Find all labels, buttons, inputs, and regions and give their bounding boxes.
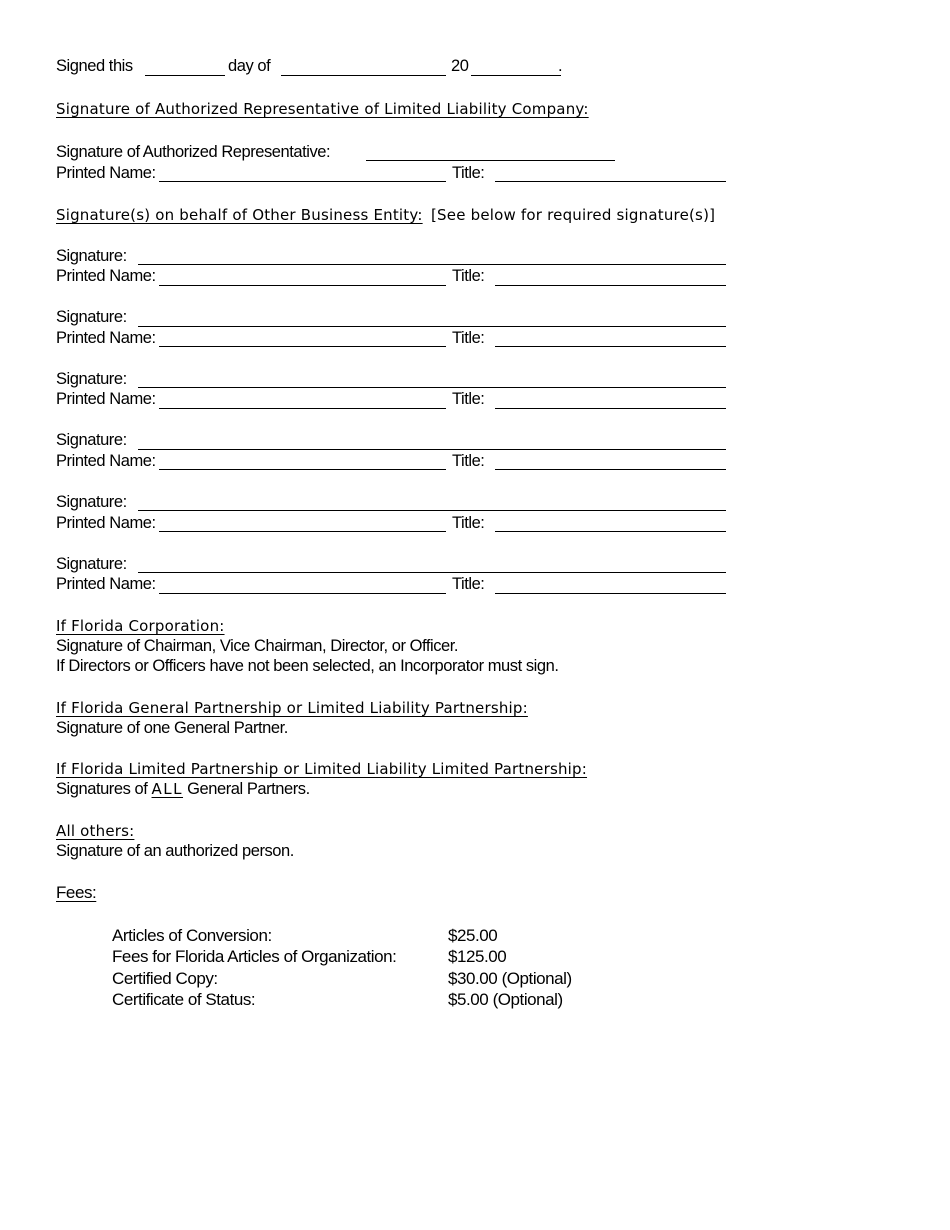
rep-title-label: Title:: [452, 164, 485, 182]
title-label: Title:: [452, 452, 485, 470]
fee-amount: $125.00: [448, 947, 507, 966]
signed-period: .: [558, 57, 563, 75]
title-field[interactable]: [495, 408, 726, 409]
rep-printed-name-field[interactable]: [159, 181, 446, 182]
signature-label: Signature:: [56, 247, 127, 265]
fees-heading: Fees:: [56, 883, 97, 902]
printed-name-label: Printed Name:: [56, 390, 156, 408]
rep-title-field[interactable]: [495, 181, 726, 182]
printed-name-label: Printed Name:: [56, 329, 156, 347]
rep-signature-label: Signature of Authorized Representative:: [56, 143, 331, 161]
printed-name-field[interactable]: [159, 531, 446, 532]
corp-line-1: Signature of Chairman, Vice Chairman, Director, or Officer.: [56, 637, 459, 655]
others-line: Signature of an authorized person.: [56, 842, 294, 860]
signature-field[interactable]: [138, 449, 726, 450]
signature-label: Signature:: [56, 555, 127, 573]
signature-field[interactable]: [138, 510, 726, 511]
signature-label: Signature:: [56, 431, 127, 449]
signature-label: Signature:: [56, 308, 127, 326]
title-label: Title:: [452, 329, 485, 347]
printed-name-label: Printed Name:: [56, 575, 156, 593]
day-of-label: day of: [228, 57, 271, 75]
signed-this-label: Signed this: [56, 57, 133, 75]
title-label: Title:: [452, 267, 485, 285]
rep-signature-field[interactable]: [366, 160, 615, 161]
fee-label: Certified Copy:: [112, 969, 218, 988]
title-field[interactable]: [495, 531, 726, 532]
lp-suffix: General Partners.: [187, 780, 310, 798]
year-field[interactable]: [471, 75, 561, 76]
signature-field[interactable]: [138, 572, 726, 573]
gp-line: Signature of one General Partner.: [56, 719, 288, 737]
other-entity-note: [See below for required signature(s)]: [431, 206, 716, 224]
fee-label: Articles of Conversion:: [112, 926, 272, 945]
signature-label: Signature:: [56, 370, 127, 388]
year-prefix: 20: [451, 57, 469, 75]
fee-amount: $30.00 (Optional): [448, 969, 572, 988]
signature-label: Signature:: [56, 493, 127, 511]
title-field[interactable]: [495, 285, 726, 286]
printed-name-label: Printed Name:: [56, 452, 156, 470]
lp-line: [56, 779, 310, 799]
printed-name-field[interactable]: [159, 408, 446, 409]
other-entity-heading: Signature(s) on behalf of Other Business Entity:: [56, 206, 423, 224]
signature-field[interactable]: [138, 326, 726, 327]
signature-field[interactable]: [138, 264, 726, 265]
printed-name-label: Printed Name:: [56, 267, 156, 285]
day-field[interactable]: [145, 75, 225, 76]
printed-name-field[interactable]: [159, 346, 446, 347]
fee-amount: $5.00 (Optional): [448, 990, 563, 1009]
month-field[interactable]: [281, 75, 446, 76]
printed-name-field[interactable]: [159, 469, 446, 470]
printed-name-field[interactable]: [159, 285, 446, 286]
title-field[interactable]: [495, 346, 726, 347]
fee-label: Fees for Florida Articles of Organization:: [112, 947, 397, 966]
printed-name-label: Printed Name:: [56, 514, 156, 532]
title-label: Title:: [452, 514, 485, 532]
gp-heading: If Florida General Partnership or Limited Liability Partnership:: [56, 699, 528, 717]
llc-heading: Signature of Authorized Representative of Limited Liability Company:: [56, 100, 589, 118]
title-label: Title:: [452, 390, 485, 408]
fee-amount: $25.00: [448, 926, 498, 945]
signature-field[interactable]: [138, 387, 726, 388]
corp-heading: If Florida Corporation:: [56, 617, 225, 635]
others-heading: All others:: [56, 822, 135, 840]
fee-label: Certificate of Status:: [112, 990, 256, 1009]
rep-printed-name-label: Printed Name:: [56, 164, 156, 182]
corp-line-2: If Directors or Officers have not been selected, an Incorporator must sign.: [56, 657, 559, 675]
title-field[interactable]: [495, 593, 726, 594]
lp-all: ALL: [151, 780, 184, 798]
lp-prefix: Signatures of: [56, 780, 148, 798]
title-label: Title:: [452, 575, 485, 593]
printed-name-field[interactable]: [159, 593, 446, 594]
title-field[interactable]: [495, 469, 726, 470]
lp-heading: If Florida Limited Partnership or Limited Liability Limited Partnership:: [56, 760, 588, 778]
